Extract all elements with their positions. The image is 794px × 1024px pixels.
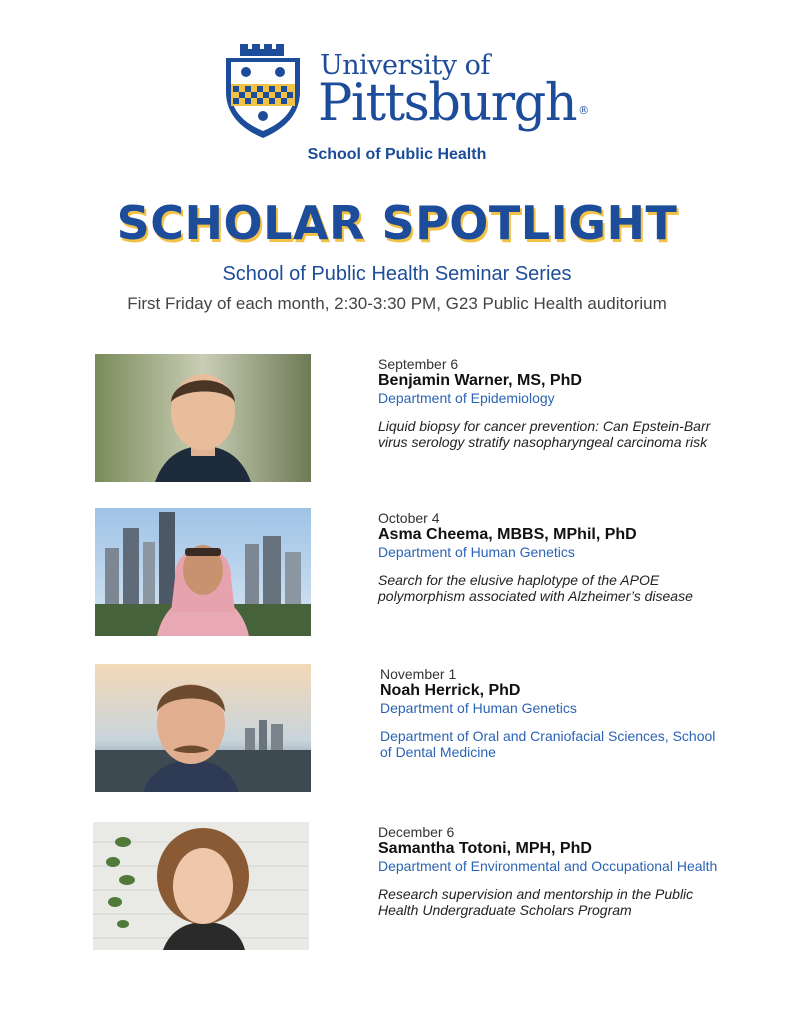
series-title: School of Public Health Seminar Series (222, 263, 572, 285)
page-title: SCHOLAR SPOTLIGHT (116, 196, 678, 250)
speaker-portrait-icon (95, 664, 311, 792)
speaker-card (0, 664, 794, 796)
speaker-name: Samantha Totoni, MPH, PhD (378, 840, 592, 857)
speaker-topic: Search for the elusive haplotype of the APOE polymorphism associated with Alzheimer’s disease (378, 572, 693, 604)
speaker-card (0, 354, 794, 486)
speaker-info (378, 510, 718, 604)
speaker-photo (93, 822, 309, 950)
school-name: School of Public Health (307, 146, 487, 163)
speaker-department: Department of Epidemiology (378, 390, 555, 406)
speaker-department: Department of Human Genetics (380, 700, 577, 716)
speaker-photo (95, 354, 311, 482)
speaker-topic: Liquid biopsy for cancer prevention: Can Epstein-Barr virus serology stratify nasopharyngeal carcinoma risk (378, 418, 711, 450)
speaker-photo (95, 664, 311, 792)
speaker-name: Asma Cheema, MBBS, MPhil, PhD (378, 526, 637, 543)
registered-mark: ® (578, 104, 588, 117)
speaker-info (378, 824, 718, 918)
speaker-name: Benjamin Warner, MS, PhD (378, 372, 582, 389)
university-name-line2 (318, 74, 588, 133)
speaker-date: December 6 (378, 824, 455, 840)
speaker-info (380, 666, 720, 760)
speaker-department: Department of Environmental and Occupational Health (378, 858, 718, 874)
speaker-date: September 6 (378, 356, 459, 372)
speaker-card (0, 508, 794, 640)
university-name-text: Pittsburgh (318, 74, 577, 133)
schedule-text: First Friday of each month, 2:30-3:30 PM, G23 Public Health auditorium (127, 294, 667, 313)
speaker-department: Department of Human Genetics (378, 544, 575, 560)
speaker-portrait-icon (95, 508, 311, 636)
university-name-line1: University of (320, 50, 490, 81)
speaker-topic: Research supervision and mentorship in the Public Health Undergraduate Scholars Program (378, 886, 694, 918)
speaker-secondary-department: Department of Oral and Craniofacial Sciences, School of Dental Medicine (380, 728, 716, 760)
speaker-name: Noah Herrick, PhD (380, 682, 521, 699)
speaker-photo (95, 508, 311, 636)
speaker-card (0, 822, 794, 954)
speaker-date: October 4 (378, 510, 440, 526)
speaker-portrait-icon (93, 822, 309, 950)
university-shield-icon (222, 40, 304, 140)
speaker-date: November 1 (380, 666, 457, 682)
speaker-portrait-icon (95, 354, 311, 482)
speaker-info (378, 356, 718, 450)
